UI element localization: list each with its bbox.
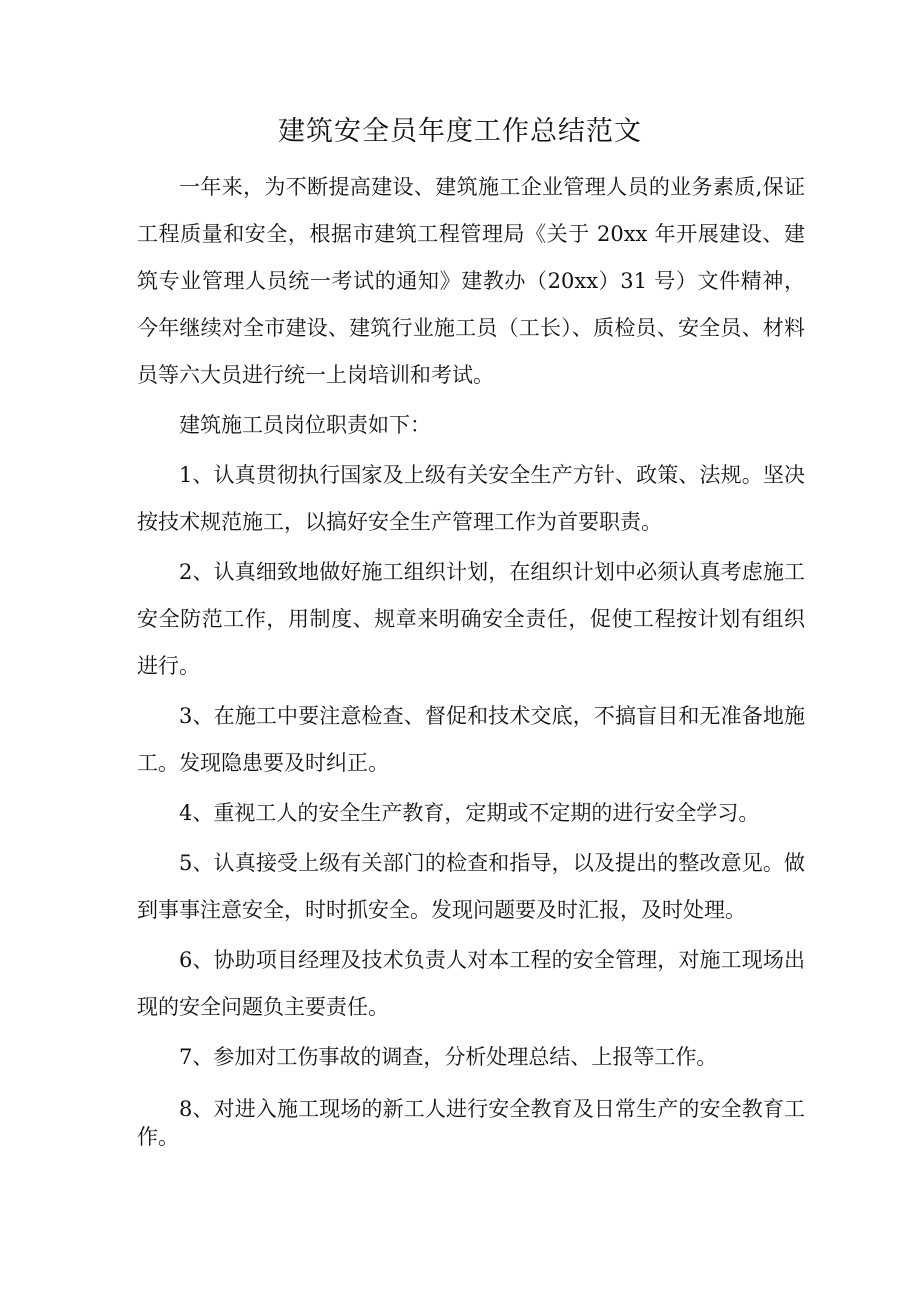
paragraph-duty-5: 5、认真接受上级有关部门的检查和指导，以及提出的整改意见。做到事事注意安全，时时抓安全。发现问题要及时汇报，及时处理。 [137, 851, 805, 922]
document-body [137, 164, 805, 1151]
document-title: 建筑安全员年度工作总结范文 [278, 116, 642, 147]
paragraph-duty-6: 6、协助项目经理及技术负责人对本工程的安全管理，对施工现场出现的安全问题负主要责任。 [137, 948, 805, 1019]
paragraph-intro: 一年来，为不断提高建设、建筑施工企业管理人员的业务素质,保证工程质量和安全，根据市建筑工程管理局《关于 20xx 年开展建设、建筑专业管理人员统一考试的通知》建教办（20xx）31 号）文件精神，今年继续对全市建设、建筑行业施工员（工长）、质检员、安全员、材料员等六大员进行统一上岗培训和考试。 [137, 175, 805, 387]
paragraph-duty-1: 1、认真贯彻执行国家及上级有关安全生产方针、政策、法规。坚决按技术规范施工，以搞好安全生产管理工作为首要职责。 [137, 463, 805, 534]
paragraph-duty-3: 3、在施工中要注意检查、督促和技术交底，不搞盲目和无准备地施工。发现隐患要及时纠正。 [137, 704, 805, 775]
paragraph-duty-7: 7、参加对工伤事故的调查，分析处理总结、上报等工作。 [179, 1045, 718, 1069]
paragraph-duties-heading: 建筑施工员岗位职责如下： [179, 413, 431, 437]
paragraph-duty-2: 2、认真细致地做好施工组织计划，在组织计划中必须认真考虑施工安全防范工作，用制度、规章来明确安全责任，促使工程按计划有组织进行。 [137, 560, 805, 678]
paragraph-duty-4: 4、重视工人的安全生产教育，定期或不定期的进行安全学习。 [179, 801, 760, 825]
paragraph-duty-8: 8、对进入施工现场的新工人进行安全教育及日常生产的安全教育工作。 [137, 1097, 805, 1149]
